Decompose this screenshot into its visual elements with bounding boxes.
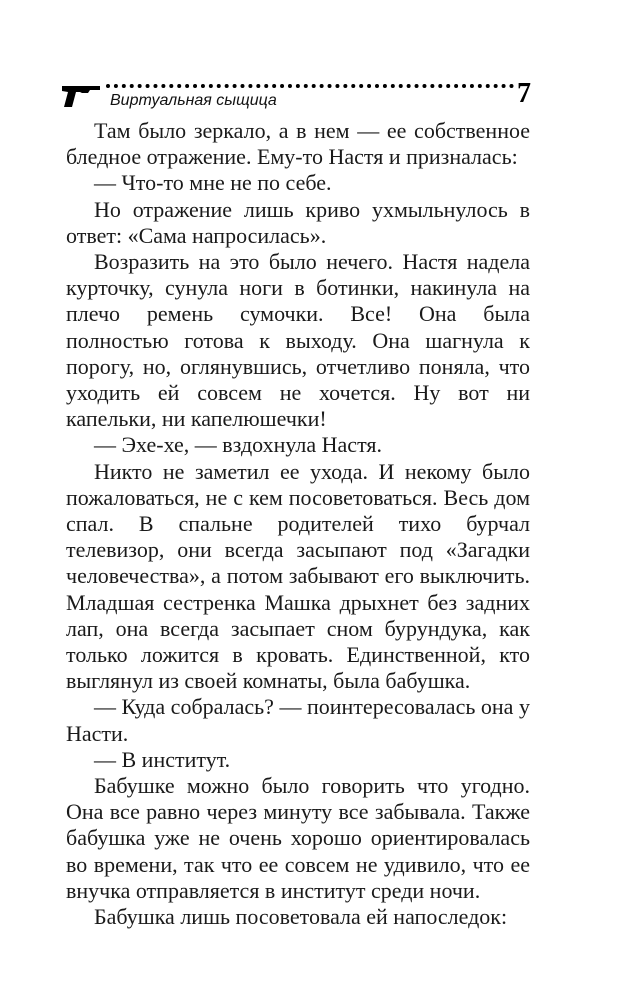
revolver-icon	[60, 82, 104, 108]
paragraph: Там было зеркало, а в нем — ее собственное бледное отражение. Ему-то Настя и призналась:	[66, 118, 530, 170]
paragraph: — В институт.	[94, 746, 231, 772]
paragraph: — Эхе-хе, — вздохнула Настя.	[94, 432, 383, 458]
paragraph: Возразить на это было нечего. Настя надела курточку, сунула ноги в ботинки, накинула на плечо ремень сумочки. Все! Она была полностью готова к выходу. Она шагнула к порогу, но, оглянувшись, отчетливо поняла, что уходить ей совсем не хочется. Ну вот ни капельки, ни капелюшечки!	[66, 249, 530, 432]
paragraph: Бабушка лишь посоветовала ей напоследок:	[94, 904, 508, 930]
running-title: Виртуальная сыщица	[110, 92, 277, 109]
page-number: 7	[517, 78, 531, 109]
body-text	[66, 118, 530, 930]
paragraph: — Куда собралась? — поинтересовалась она у Насти.	[66, 694, 530, 746]
paragraph: Никто не заметил ее ухода. И некому было пожаловаться, не с кем посоветоваться. Весь дом спал. В спальне родителей тихо бурчал телевизор, они всегда засыпают под «Загадки человечества», а потом забывают его выключить. Младшая сестренка Машка дрыхнет без задних лап, она всегда засыпает сном бурундука, как только ложится в кровать. Единственной, кто выглянул из своей комнаты, была бабушка.	[66, 458, 530, 694]
paragraph: — Что-то мне не по себе.	[94, 170, 332, 196]
paragraph: Но отражение лишь криво ухмыльнулось в ответ: «Сама напросилась».	[66, 196, 530, 248]
header-dotted-rule	[106, 84, 514, 88]
page-header	[60, 74, 535, 114]
paragraph: Бабушке можно было говорить что угодно. Она все равно через минуту все забывала. Также бабушка уже не очень хорошо ориентировалась во времени, так что ее совсем не удивило, что ее внучка отправляется в институт среди ночи.	[66, 773, 530, 903]
